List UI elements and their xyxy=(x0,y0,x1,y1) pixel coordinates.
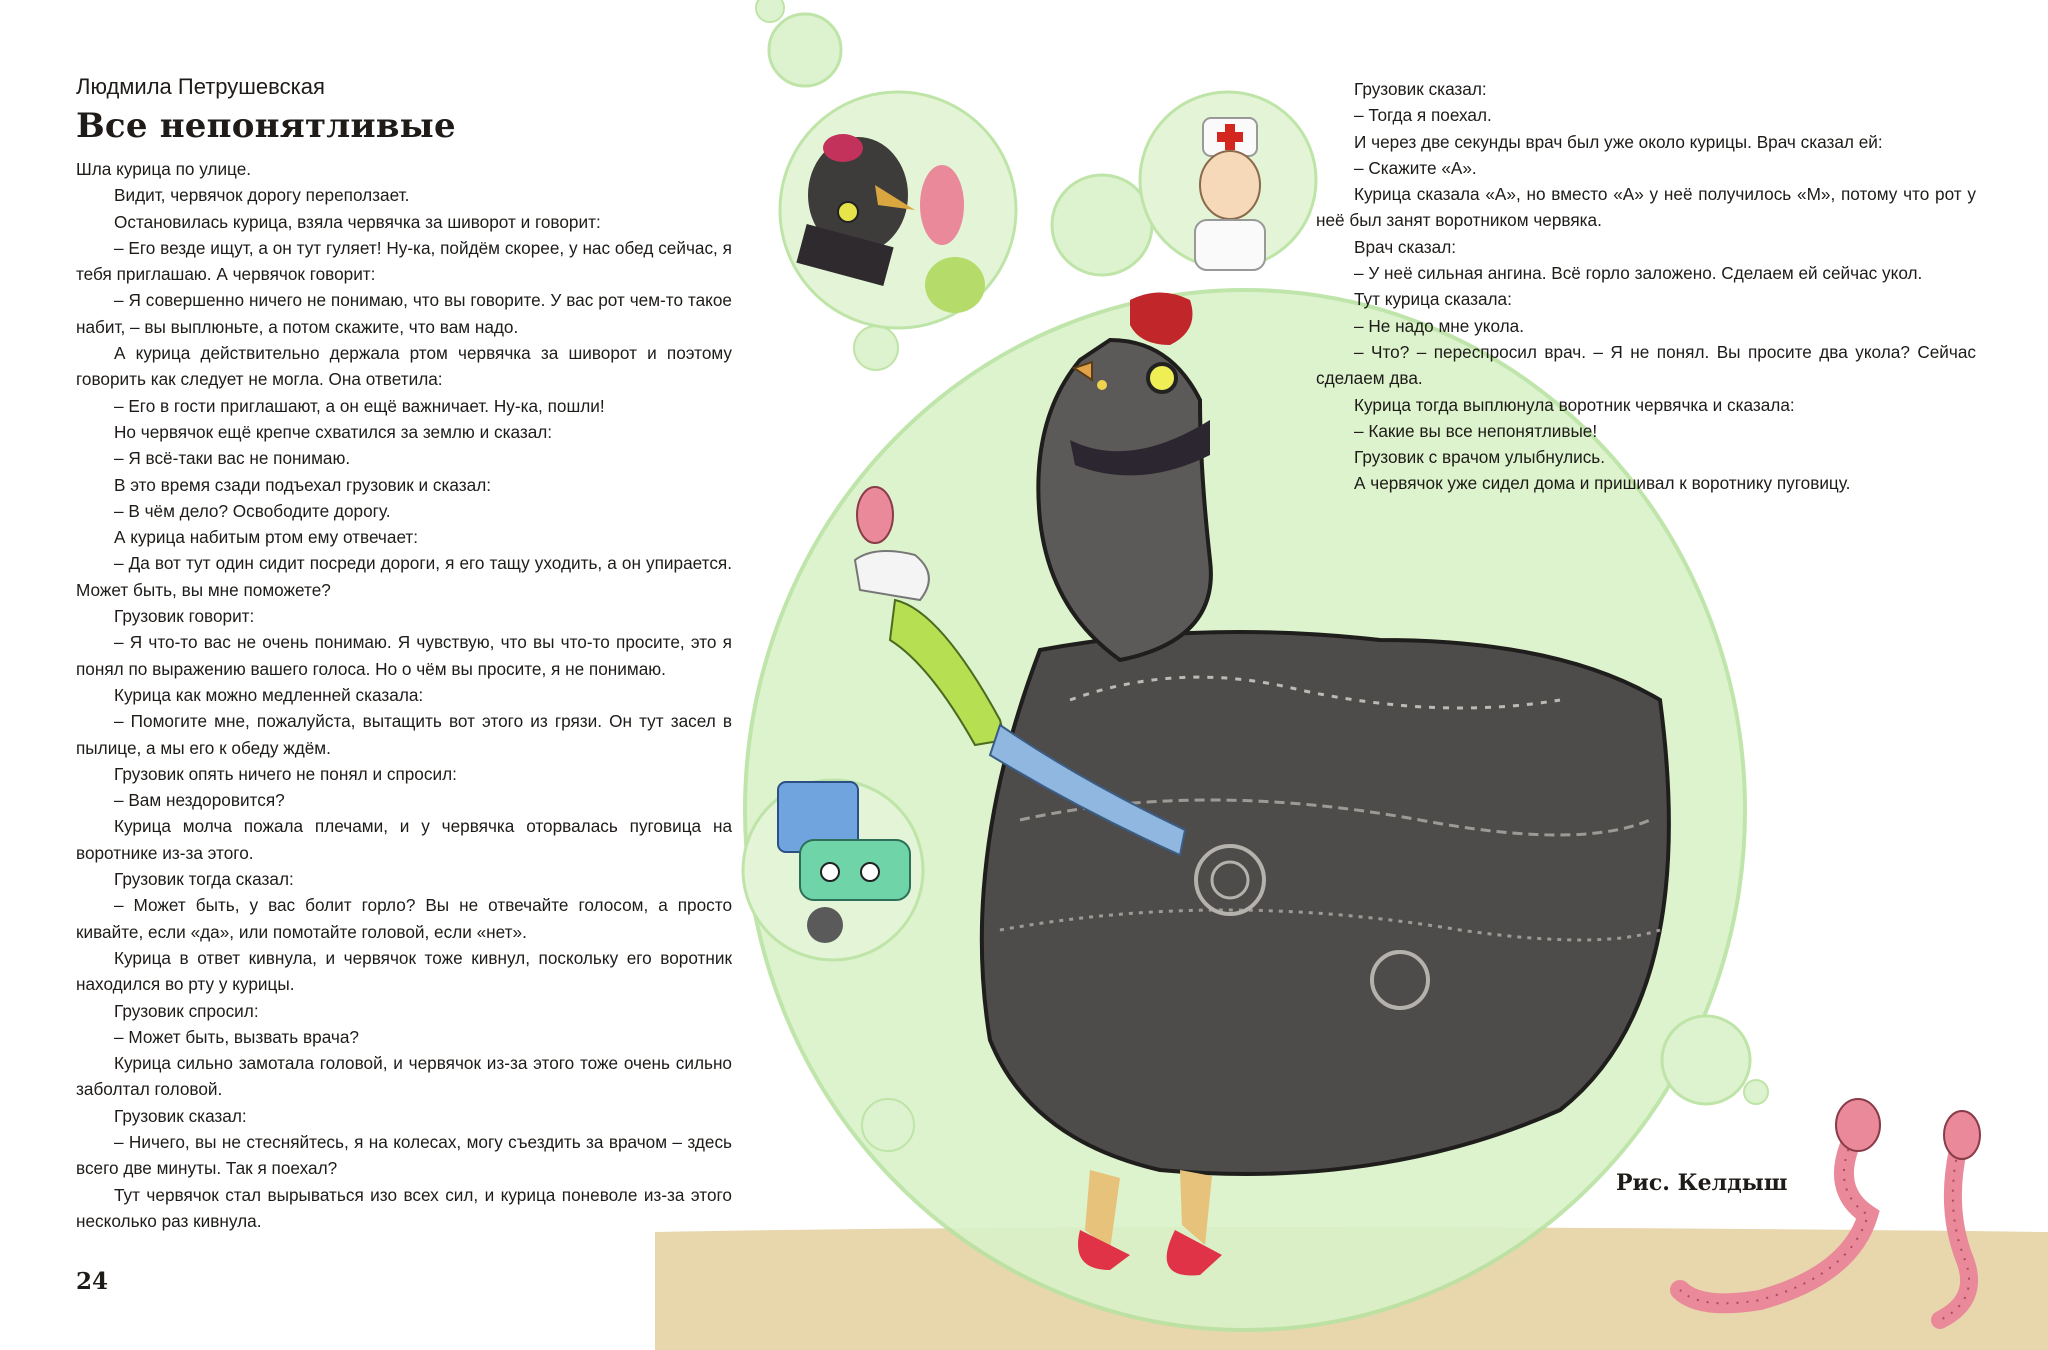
story-paragraph: Грузовик говорит: xyxy=(114,606,255,627)
story-paragraph: – Ничего, вы не стесняйтесь, я на колесах, могу съездить за врачом – здесь всего две минуты. Так я поехал? xyxy=(76,1131,732,1179)
story-paragraph: – Может быть, вызвать врача? xyxy=(114,1026,359,1047)
story-paragraph: – Может быть, у вас болит горло? Вы не отвечайте голосом, а просто кивайте, если «да», или помотайте головой, если «нет». xyxy=(76,895,732,942)
bubble xyxy=(769,14,841,86)
story-paragraph: – Я что-то вас не очень понимаю. Я чувствую, что вы что-то просите, это я понял по выражению вашего голоса. Но о чём вы просите, я не понимаю. xyxy=(76,632,732,679)
story-paragraph: – Его везде ищут, а он тут гуляет! Ну-ка, пойдём скорее, у нас обед сейчас, я тебя приглашаю. А червячок говорит: xyxy=(76,237,732,285)
story-paragraph: – Его в гости приглашают, а он ещё важничает. Ну-ка, пошли! xyxy=(114,395,605,416)
bubble xyxy=(1052,175,1152,275)
story-paragraph: И через две секунды врач был уже около курицы. Врач сказал ей: xyxy=(1354,131,1883,152)
story-paragraph: – Какие вы все непонятливые! xyxy=(1354,420,1598,441)
bubble xyxy=(854,326,898,370)
story-paragraph: Грузовик с врачом улыбнулись. xyxy=(1354,447,1606,468)
hen-worm-bubble xyxy=(780,92,1016,328)
left-column xyxy=(76,74,732,1234)
story-paragraph: Курица молча пожала плечами, и у червячка оторвалась пуговица на воротнике из-за этого. xyxy=(76,816,732,863)
story-paragraph: Шла курица по улице. xyxy=(76,159,252,179)
story-paragraph: – Я совершенно ничего не понимаю, что вы говорите. У вас рот чем-то такое набит, – вы выплюньте, а потом скажите, что вам надо. xyxy=(76,290,732,337)
truck-bubble xyxy=(743,780,923,960)
story-paragraph: Тут червячок стал вырываться изо всех сил, и курица поневоле из-за этого несколько раз кивнула. xyxy=(76,1184,732,1231)
story-paragraph: – Тогда я поехал. xyxy=(1354,105,1492,126)
story-paragraph: Грузовик тогда сказал: xyxy=(114,869,294,890)
story-paragraph: Врач сказал: xyxy=(1354,236,1457,257)
story-paragraph: А червячок уже сидел дома и пришивал к воротнику пуговицу. xyxy=(1354,473,1851,494)
bubble xyxy=(1662,1016,1750,1104)
story-paragraph: Грузовик опять ничего не понял и спросил: xyxy=(114,763,457,784)
story-paragraph: А курица набитым ртом ему отвечает: xyxy=(114,527,419,548)
bubble xyxy=(1744,1080,1768,1104)
story-paragraph: Но червячок ещё крепче схватился за землю и сказал: xyxy=(114,421,553,442)
story-paragraph: – Не надо мне укола. xyxy=(1354,315,1524,336)
story-paragraph: – Вам нездоровится? xyxy=(114,790,285,811)
story-paragraph: – У неё сильная ангина. Всё горло заложено. Сделаем ей сейчас укол. xyxy=(1354,263,1923,284)
story-paragraph: – Помогите мне, пожалуйста, вытащить вот этого из грязи. Он тут засел в пылице, а мы его к обеду ждём. xyxy=(76,711,732,758)
story-paragraph: В это время сзади подъехал грузовик и сказал: xyxy=(114,474,492,495)
story-paragraph: – Скажите «А». xyxy=(1354,157,1477,178)
story-paragraph: Остановилась курица, взяла червячка за шиворот и говорит: xyxy=(114,211,601,232)
story-paragraph: Курица тогда выплюнула воротник червячка и сказала: xyxy=(1354,394,1795,415)
story-paragraph: Грузовик сказал: xyxy=(114,1105,247,1126)
bubble xyxy=(862,1099,914,1151)
bubble xyxy=(756,0,784,22)
story-text-right xyxy=(1316,76,1976,497)
story-paragraph: Видит, червячок дорогу переползает. xyxy=(114,185,410,206)
right-column xyxy=(1316,76,1976,497)
story-paragraph: А курица действительно держала ртом червячка за шиворот и поэтому говорить как следует не могла. Она ответила: xyxy=(76,343,732,390)
story-paragraph: – В чём дело? Освободите дорогу. xyxy=(114,500,391,521)
story-paragraph: Курица как можно медленней сказала: xyxy=(114,684,424,705)
story-paragraph: Грузовик сказал: xyxy=(1354,79,1487,99)
story-paragraph: Тут курица сказала: xyxy=(1354,289,1512,310)
story-paragraph: Курица в ответ кивнула, и червячок тоже кивнул, поскольку его воротник находился во рту у курицы. xyxy=(76,947,732,995)
story-text-left xyxy=(76,156,732,1234)
story-paragraph: – Я всё-таки вас не понимаю. xyxy=(114,448,351,469)
story-paragraph: – Что? – переспросил врач. – Я не понял. Вы просите два укола? Сейчас сделаем два. xyxy=(1316,341,1976,389)
page-number: 24 xyxy=(76,1268,109,1295)
doctor-bubble xyxy=(1140,92,1316,270)
story-paragraph: Грузовик спросил: xyxy=(114,1000,259,1021)
story-paragraph: – Да вот тут один сидит посреди дороги, я его тащу уходить, а он упирается. Может быть, вы мне поможете? xyxy=(76,553,732,600)
illustration-credit: Рис. Келдыш xyxy=(1616,1170,1788,1196)
story-paragraph: Курица сказала «А», но вместо «А» у неё получилось «М», потому что рот у неё был занят воротником червяка. xyxy=(1316,184,1976,231)
author-name: Людмила Петрушевская xyxy=(76,74,325,99)
story-title: Все непонятливые xyxy=(76,106,456,146)
story-paragraph: Курица сильно замотала головой, и червячок из-за этого тоже очень сильно заболтал головой. xyxy=(76,1053,732,1100)
